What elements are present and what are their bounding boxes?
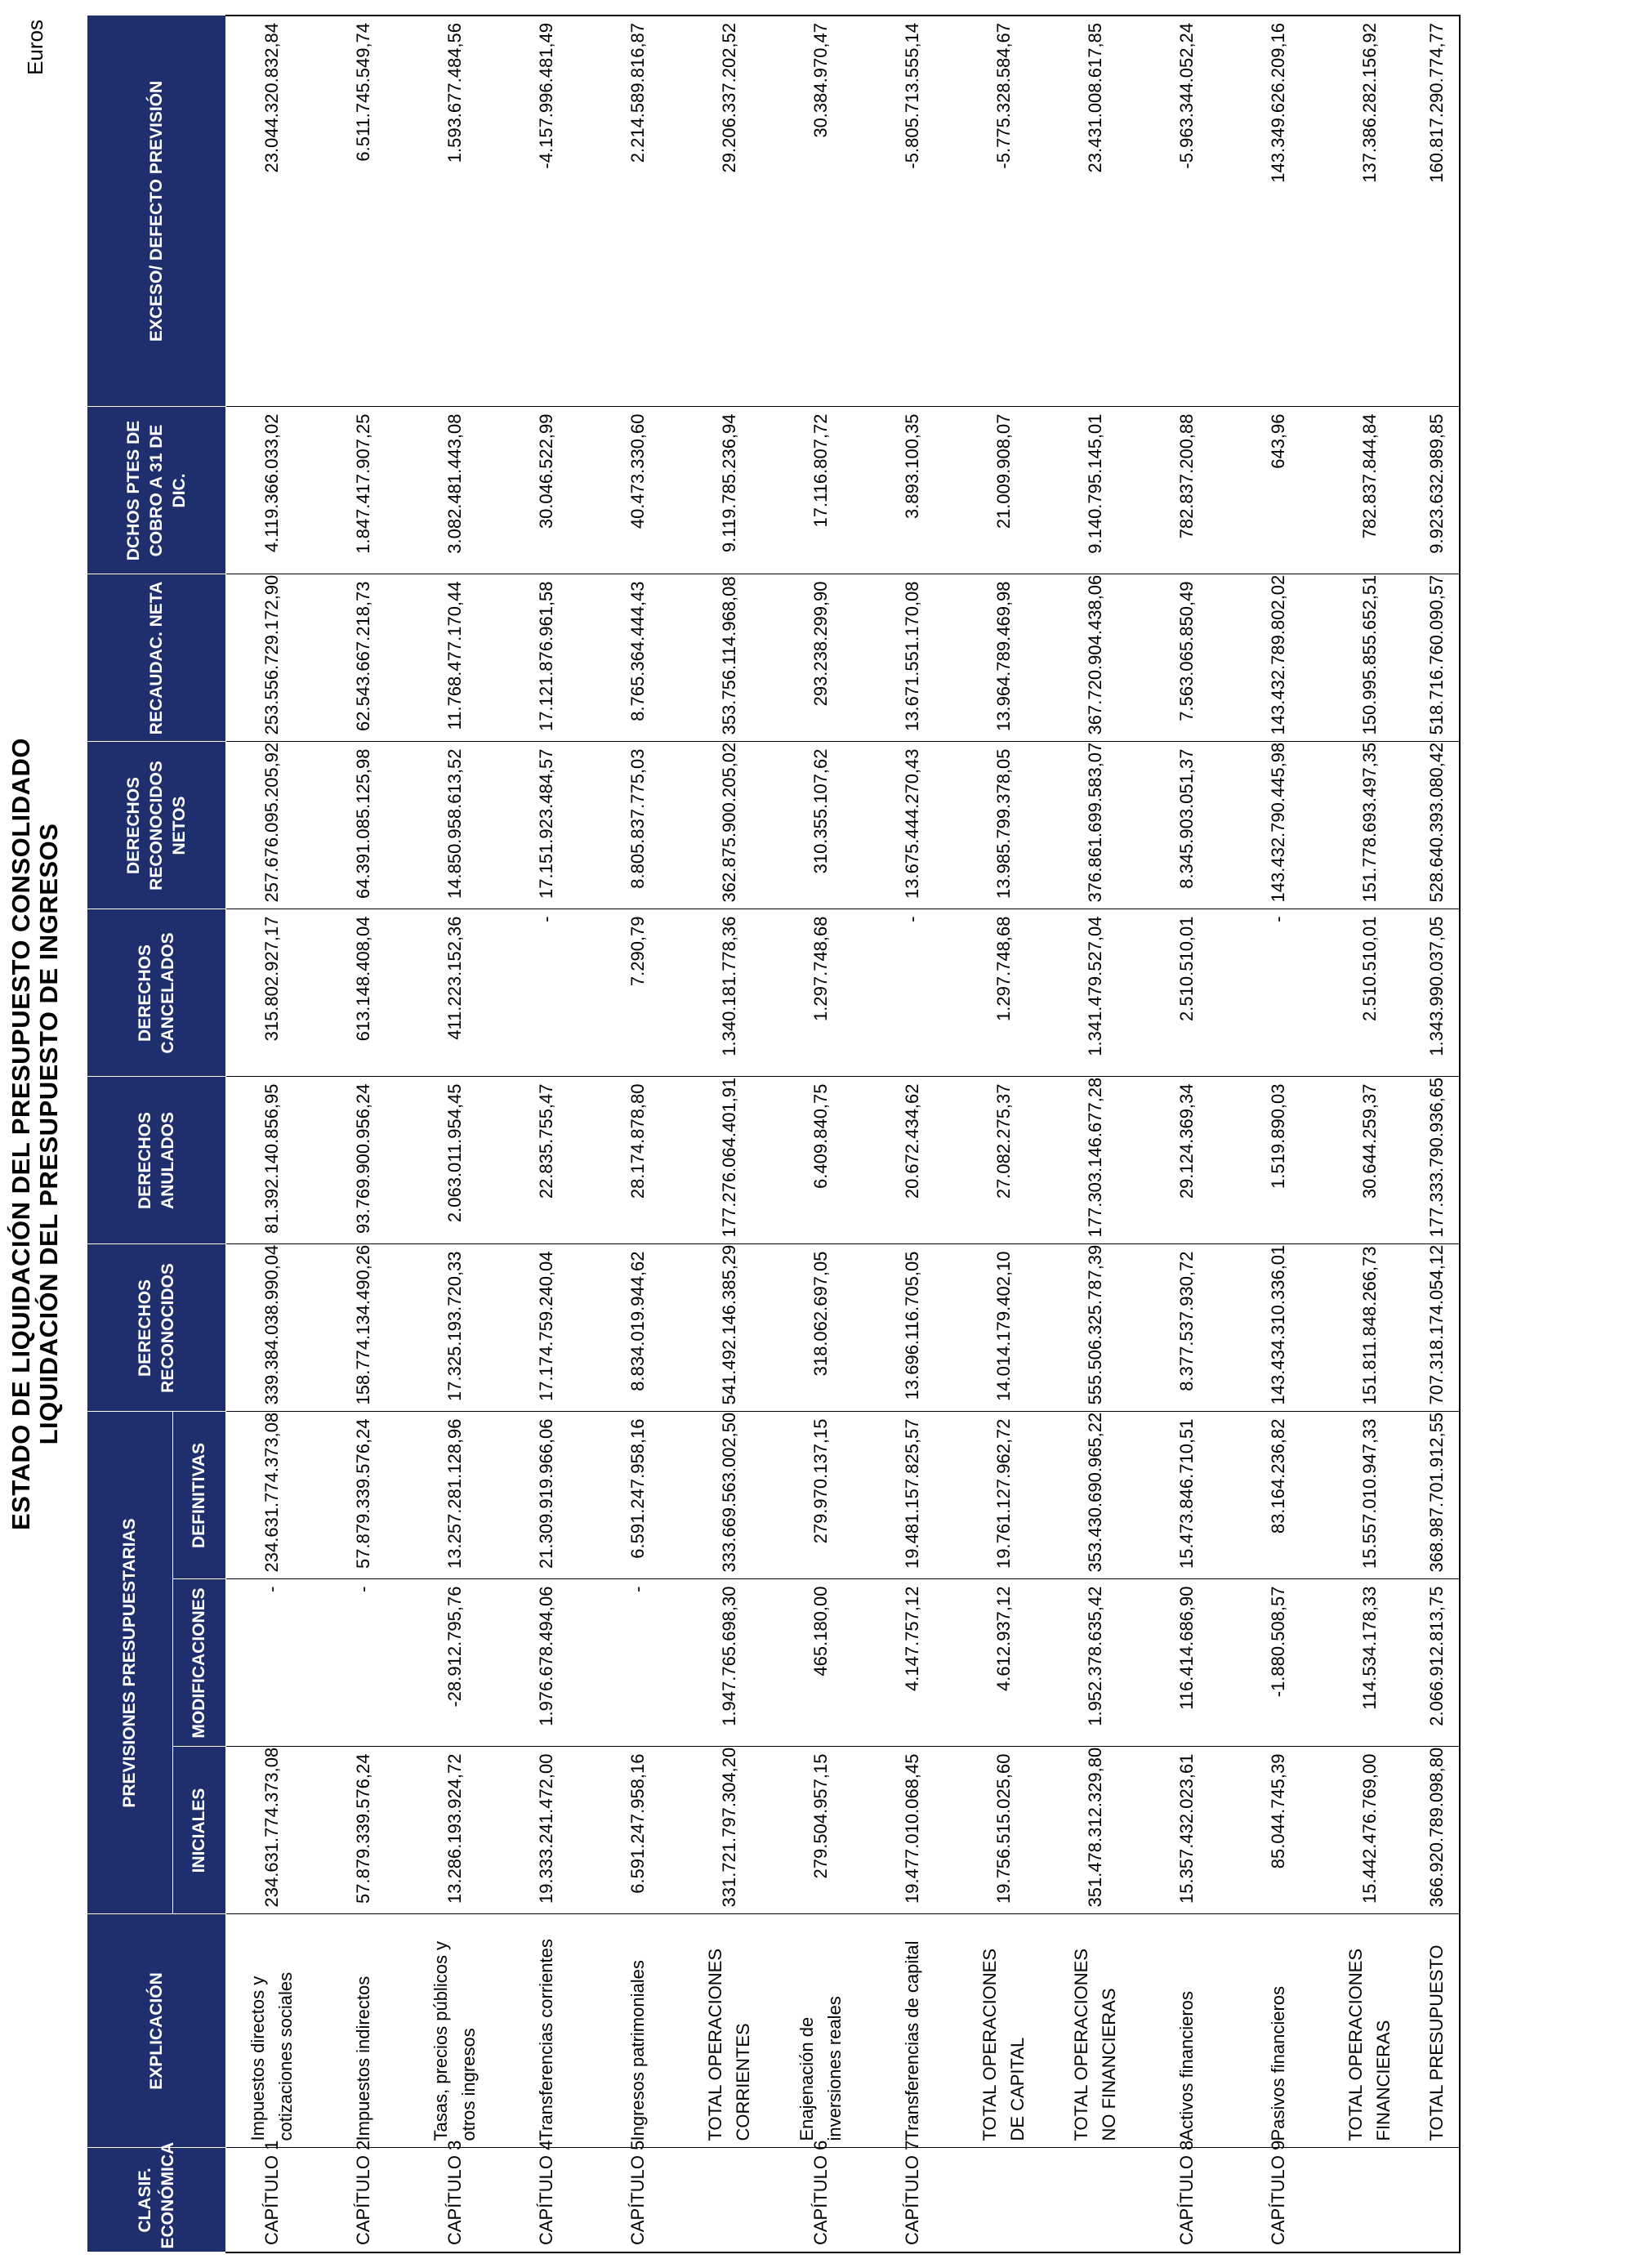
cell-drn: 376.861.699.583,07	[1050, 742, 1141, 909]
cell-rn: 518.716.760.090,57	[1416, 574, 1460, 742]
cell-drn: 13.675.444.270,43	[867, 742, 958, 909]
table-row	[226, 16, 318, 2252]
cell-dp: 3.082.481.443,08	[409, 407, 501, 574]
cell-drn: 13.985.799.378,05	[958, 742, 1050, 909]
cell-def: 57.879.339.576,24	[318, 1412, 409, 1579]
cell-def: 353.430.690.965,22	[1050, 1412, 1141, 1579]
cell-def: 83.164.236,82	[1233, 1412, 1324, 1579]
row-clasif: CAPÍTULO 2	[318, 2148, 409, 2252]
cell-ini: 15.442.476.769,00	[1324, 1747, 1416, 1914]
cell-dp: 4.119.366.033,02	[226, 407, 318, 574]
cell-dr: 17.325.193.720,33	[409, 1244, 501, 1412]
cell-ini: 19.477.010.068,45	[867, 1747, 958, 1914]
cell-dc: 315.802.927,17	[226, 909, 318, 1077]
cell-dr: 707.318.174.054,12	[1416, 1244, 1460, 1412]
header-derechos-reconocidos: DERECHOS RECONOCIDOS	[87, 1244, 226, 1412]
cell-mod: 1.952.378.635,42	[1050, 1579, 1141, 1747]
header-derechos-cancelados: DERECHOS CANCELADOS	[87, 909, 226, 1077]
cell-ini: 15.357.432.023,61	[1141, 1747, 1233, 1914]
cell-dp: 21.009.908,07	[958, 407, 1050, 574]
cell-da: 6.409.840,75	[775, 1077, 867, 1244]
cell-da: 93.769.900.956,24	[318, 1077, 409, 1244]
cell-dc: 2.510.510,01	[1324, 909, 1416, 1077]
cell-rn: 7.563.065.850,49	[1141, 574, 1233, 742]
cell-dc: 2.510.510,01	[1141, 909, 1233, 1077]
table-row	[775, 16, 867, 2252]
cell-dp: 17.116.807,72	[775, 407, 867, 574]
cell-dc: 1.297.748,68	[958, 909, 1050, 1077]
cell-da: 30.644.259,37	[1324, 1077, 1416, 1244]
cell-dc: 1.341.479.527,04	[1050, 909, 1141, 1077]
cell-rn: 143.432.789.802,02	[1233, 574, 1324, 742]
cell-ex: -5.775.328.584,67	[958, 16, 1050, 407]
cell-dp: 782.837.844,84	[1324, 407, 1416, 574]
cell-rn: 353.756.114.968,08	[684, 574, 775, 742]
cell-ex: 23.431.008.617,85	[1050, 16, 1141, 407]
table-row	[592, 16, 684, 2252]
cell-ex: -5.963.344.052,24	[1141, 16, 1233, 407]
cell-dp: 9.119.785.236,94	[684, 407, 775, 574]
cell-def: 333.669.563.002,50	[684, 1412, 775, 1579]
cell-ini: 13.286.193.924,72	[409, 1747, 501, 1914]
row-clasif	[958, 2148, 1050, 2252]
header-iniciales: INICIALES	[173, 1747, 226, 1914]
row-clasif: CAPÍTULO 4	[501, 2148, 592, 2252]
cell-dr: 13.696.116.705,05	[867, 1244, 958, 1412]
cell-dp: 9.140.795.145,01	[1050, 407, 1141, 574]
cell-ex: 2.214.589.816,87	[592, 16, 684, 407]
cell-ex: 30.384.970,47	[775, 16, 867, 407]
cell-da: 177.303.146.677,28	[1050, 1077, 1141, 1244]
row-clasif: CAPÍTULO 8	[1141, 2148, 1233, 2252]
header-recaudacion-neta: RECAUDAC. NETA	[87, 574, 226, 742]
cell-def: 15.473.846.710,51	[1141, 1412, 1233, 1579]
row-clasif: CAPÍTULO 5	[592, 2148, 684, 2252]
table-row	[958, 16, 1050, 2252]
row-explicacion: TOTAL PRESUPUESTO	[1416, 1914, 1460, 2148]
cell-drn: 151.778.693.497,35	[1324, 742, 1416, 909]
table-row	[1141, 16, 1233, 2252]
cell-rn: 253.556.729.172,90	[226, 574, 318, 742]
cell-ini: 331.721.797.304,20	[684, 1747, 775, 1914]
table-row	[1416, 16, 1460, 2252]
row-clasif	[684, 2148, 775, 2252]
cell-drn: 310.355.107,62	[775, 742, 867, 909]
report-subtitle: LIQUIDACIÓN DEL PRESUPUESTO DE INGRESOS	[34, 823, 63, 1445]
cell-mod: 2.066.912.813,75	[1416, 1579, 1460, 1747]
cell-mod: 4.612.937,12	[958, 1579, 1050, 1747]
header-derechos-reconocidos-netos: DERECHOS RECONOCIDOS NETOS	[87, 742, 226, 909]
cell-drn: 257.676.095.205,92	[226, 742, 318, 909]
cell-dp: 9.923.632.989,85	[1416, 407, 1460, 574]
cell-dr: 158.774.134.490,26	[318, 1244, 409, 1412]
header-derechos-anulados: DERECHOS ANULADOS	[87, 1077, 226, 1244]
cell-dc: 1.343.990.037,05	[1416, 909, 1460, 1077]
cell-dc: 613.148.408,04	[318, 909, 409, 1077]
cell-da: 177.333.790.936,65	[1416, 1077, 1460, 1244]
row-explicacion: Transferencias de capital	[867, 1914, 958, 2148]
cell-drn: 17.151.923.484,57	[501, 742, 592, 909]
cell-dc: 411.223.152,36	[409, 909, 501, 1077]
cell-mod: -	[592, 1579, 684, 1747]
cell-dr: 541.492.146.385,29	[684, 1244, 775, 1412]
cell-drn: 8.805.837.775,03	[592, 742, 684, 909]
income-budget-table	[87, 15, 1461, 2253]
table-body	[226, 16, 1460, 2252]
cell-dp: 40.473.330,60	[592, 407, 684, 574]
cell-ini: 57.879.339.576,24	[318, 1747, 409, 1914]
cell-mod: 1.976.678.494,06	[501, 1579, 592, 1747]
cell-dp: 782.837.200,88	[1141, 407, 1233, 574]
cell-rn: 62.543.667.218,73	[318, 574, 409, 742]
cell-mod: 114.534.178,33	[1324, 1579, 1416, 1747]
cell-mod: -28.912.795,76	[409, 1579, 501, 1747]
cell-da: 2.063.011.954,45	[409, 1077, 501, 1244]
cell-dc: 7.290,79	[592, 909, 684, 1077]
cell-da: 29.124.369,34	[1141, 1077, 1233, 1244]
cell-da: 28.174.878,80	[592, 1077, 684, 1244]
cell-drn: 14.850.958.613,52	[409, 742, 501, 909]
cell-def: 13.257.281.128,96	[409, 1412, 501, 1579]
cell-rn: 8.765.364.444,43	[592, 574, 684, 742]
cell-def: 368.987.701.912,55	[1416, 1412, 1460, 1579]
cell-dc: -	[867, 909, 958, 1077]
cell-ex: 23.044.320.832,84	[226, 16, 318, 407]
cell-ini: 366.920.789.098,80	[1416, 1747, 1460, 1914]
cell-ini: 19.756.515.025,60	[958, 1747, 1050, 1914]
cell-rn: 13.671.551.170,08	[867, 574, 958, 742]
cell-dr: 143.434.310.336,01	[1233, 1244, 1324, 1412]
row-explicacion: Ingresos patrimoniales	[592, 1914, 684, 2148]
cell-ex: -5.805.713.555,14	[867, 16, 958, 407]
row-clasif: CAPÍTULO 9	[1233, 2148, 1324, 2252]
row-explicacion: TOTAL OPERACIONES FINANCIERAS	[1324, 1914, 1416, 2148]
table-row	[409, 16, 501, 2252]
report-title: ESTADO DE LIQUIDACIÓN DEL PRESUPUESTO CONSOLIDADO	[7, 737, 35, 1531]
cell-ini: 351.478.312.329,80	[1050, 1747, 1141, 1914]
cell-dr: 8.834.019.944,62	[592, 1244, 684, 1412]
cell-dp: 1.847.417.907,25	[318, 407, 409, 574]
cell-def: 15.557.010.947,33	[1324, 1412, 1416, 1579]
cell-drn: 64.391.085.125,98	[318, 742, 409, 909]
cell-mod: 116.414.686,90	[1141, 1579, 1233, 1747]
currency-unit: Euros	[23, 20, 47, 75]
cell-dr: 151.811.848.266,73	[1324, 1244, 1416, 1412]
cell-mod: -	[226, 1579, 318, 1747]
row-explicacion: Enajenación de inversiones reales	[775, 1914, 867, 2148]
cell-drn: 143.432.790.445,98	[1233, 742, 1324, 909]
cell-dc: -	[501, 909, 592, 1077]
cell-ini: 6.591.247.958,16	[592, 1747, 684, 1914]
cell-dr: 318.062.697,05	[775, 1244, 867, 1412]
cell-def: 19.481.157.825,57	[867, 1412, 958, 1579]
cell-def: 19.761.127.962,72	[958, 1412, 1050, 1579]
cell-rn: 11.768.477.170,44	[409, 574, 501, 742]
cell-def: 279.970.137,15	[775, 1412, 867, 1579]
row-clasif	[1324, 2148, 1416, 2252]
cell-rn: 293.238.299,90	[775, 574, 867, 742]
cell-dr: 8.377.537.930,72	[1141, 1244, 1233, 1412]
cell-dr: 17.174.759.240,04	[501, 1244, 592, 1412]
cell-mod: 465.180,00	[775, 1579, 867, 1747]
cell-ex: -4.157.996.481,49	[501, 16, 592, 407]
row-clasif: CAPÍTULO 6	[775, 2148, 867, 2252]
cell-rn: 17.121.876.961,58	[501, 574, 592, 742]
header-previsiones: PREVISIONES PRESUPUESTARIAS	[87, 1412, 173, 1914]
cell-dp: 3.893.100,35	[867, 407, 958, 574]
cell-da: 27.082.275,37	[958, 1077, 1050, 1244]
cell-da: 177.276.064.401,91	[684, 1077, 775, 1244]
cell-mod: -1.880.508,57	[1233, 1579, 1324, 1747]
cell-ex: 143.349.626.209,16	[1233, 16, 1324, 407]
cell-ex: 160.817.290.774,77	[1416, 16, 1460, 407]
header-definitivas: DEFINITIVAS	[173, 1412, 226, 1579]
cell-ini: 234.631.774.373,08	[226, 1747, 318, 1914]
table-row	[1324, 16, 1416, 2252]
cell-dp: 643,96	[1233, 407, 1324, 574]
header-clasif: CLASIF. ECONÓMICA	[87, 2148, 226, 2252]
cell-da: 1.519.890,03	[1233, 1077, 1324, 1244]
table-row	[867, 16, 958, 2252]
table-row	[684, 16, 775, 2252]
cell-dr: 14.014.179.402,10	[958, 1244, 1050, 1412]
cell-ini: 19.333.241.472,00	[501, 1747, 592, 1914]
cell-ex: 137.386.282.156,92	[1324, 16, 1416, 407]
cell-ini: 279.504.957,15	[775, 1747, 867, 1914]
header-explicacion: EXPLICACIÓN	[87, 1914, 226, 2148]
cell-drn: 528.640.393.080,42	[1416, 742, 1460, 909]
cell-mod: 1.947.765.698,30	[684, 1579, 775, 1747]
row-explicacion: Tasas, precios públicos y otros ingresos	[409, 1914, 501, 2148]
cell-dc: -	[1233, 909, 1324, 1077]
cell-mod: 4.147.757,12	[867, 1579, 958, 1747]
cell-dr: 555.506.325.787,39	[1050, 1244, 1141, 1412]
cell-da: 22.835.755,47	[501, 1077, 592, 1244]
table-row	[501, 16, 592, 2252]
row-explicacion: TOTAL OPERACIONES CORRIENTES	[684, 1914, 775, 2148]
row-clasif	[1050, 2148, 1141, 2252]
cell-dc: 1.340.181.778,36	[684, 909, 775, 1077]
cell-dp: 30.046.522,99	[501, 407, 592, 574]
table-row	[1050, 16, 1141, 2252]
row-clasif	[1416, 2148, 1460, 2252]
cell-drn: 8.345.903.051,37	[1141, 742, 1233, 909]
cell-drn: 362.875.900.205,02	[684, 742, 775, 909]
row-clasif: CAPÍTULO 7	[867, 2148, 958, 2252]
cell-rn: 150.995.855.652,51	[1324, 574, 1416, 742]
cell-ex: 1.593.677.484,56	[409, 16, 501, 407]
row-explicacion: Activos financieros	[1141, 1914, 1233, 2148]
cell-mod: -	[318, 1579, 409, 1747]
cell-dr: 339.384.038.990,04	[226, 1244, 318, 1412]
table-row	[318, 16, 409, 2252]
cell-da: 81.392.140.856,95	[226, 1077, 318, 1244]
cell-rn: 367.720.904.438,06	[1050, 574, 1141, 742]
row-explicacion: TOTAL OPERACIONES NO FINANCIERAS	[1050, 1914, 1141, 2148]
cell-def: 6.591.247.958,16	[592, 1412, 684, 1579]
row-clasif: CAPÍTULO 1	[226, 2148, 318, 2252]
header-modificaciones: MODIFICACIONES	[173, 1579, 226, 1747]
row-explicacion: Pasivos financieros	[1233, 1914, 1324, 2148]
row-explicacion: Impuestos indirectos	[318, 1914, 409, 2148]
row-clasif: CAPÍTULO 3	[409, 2148, 501, 2252]
cell-def: 234.631.774.373,08	[226, 1412, 318, 1579]
header-exceso-defecto: EXCESO/ DEFECTO PREVISIÓN	[87, 16, 226, 407]
header-pendientes-cobro: DCHOS PTES DE COBRO A 31 DE DIC.	[87, 407, 226, 574]
cell-ex: 29.206.337.202,52	[684, 16, 775, 407]
cell-dc: 1.297.748,68	[775, 909, 867, 1077]
cell-def: 21.309.919.966,06	[501, 1412, 592, 1579]
row-explicacion: Transferencias corrientes	[501, 1914, 592, 2148]
cell-rn: 13.964.789.469,98	[958, 574, 1050, 742]
row-explicacion: Impuestos directos y cotizaciones sociales	[226, 1914, 318, 2148]
cell-ex: 6.511.745.549,74	[318, 16, 409, 407]
cell-ini: 85.044.745,39	[1233, 1747, 1324, 1914]
table-row	[1233, 16, 1324, 2252]
cell-da: 20.672.434,62	[867, 1077, 958, 1244]
row-explicacion: TOTAL OPERACIONES DE CAPITAL	[958, 1914, 1050, 2148]
